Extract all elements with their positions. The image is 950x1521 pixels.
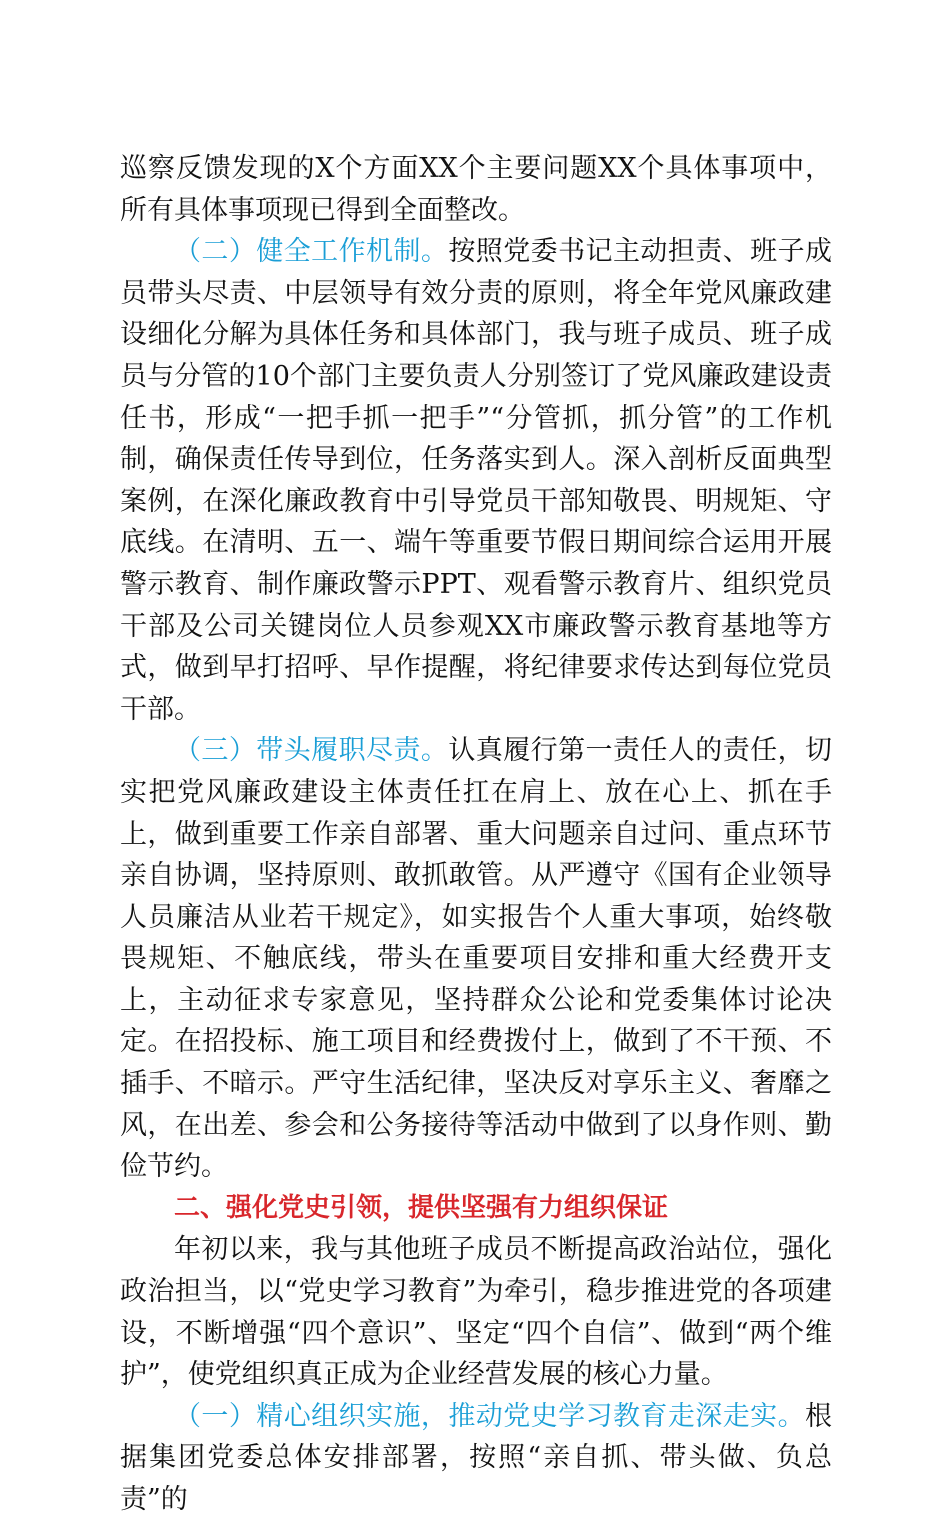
paragraph-work-mechanism: [120, 231, 832, 730]
section-heading-party-history: 二、强化党史引领，提供坚强有力组织保证: [174, 1192, 669, 1223]
subheading-lead-by-duty: （三）带头履职尽责。: [174, 735, 449, 767]
paragraph-rectification-result: [120, 148, 832, 231]
paragraph-text: 根据集团党委总体安排部署，按照“亲自抓、带头做、负总责”的: [120, 1400, 832, 1515]
paragraph-party-history-study: [120, 1396, 832, 1521]
paragraph-text: 年初以来，我与其他班子成员不断提高政治站位，强化政治担当，以“党史学习教育”为牵引，稳步推进党的各项建设，不断增强“四个意识”、坚定“四个自信”、做到“两个维护”，使党组织真正成为企业经营发展的核心力量。: [120, 1234, 832, 1391]
paragraph-lead-by-duty: [120, 730, 832, 1188]
paragraph-since-year-start: [120, 1229, 832, 1395]
subheading-party-history-study: （一）精心组织实施，推动党史学习教育走深走实。: [174, 1400, 805, 1432]
subheading-work-mechanism: （二）健全工作机制。: [174, 236, 449, 268]
paragraph-text: 按照党委书记主动担责、班子成员带头尽责、中层领导有效分责的原则，将全年党风廉政建设细化分解为具体任务和具体部门，我与班子成员、班子成员与分管的10个部门主要负责人分别签订了党风廉政建设责任书，形成“一把手抓一把手”“分管抓，抓分管”的工作机制，确保责任传导到位，任务落实到人。深入剖析反面典型案例，在深化廉政教育中引导党员干部知敬畏、明规矩、守底线。在清明、五一、端午等重要节假日期间综合运用开展警示教育、制作廉政警示PPT、观看警示教育片、组织党员干部及公司关键岗位人员参观XX市廉政警示教育基地等方式，做到早打招呼、早作提醒，将纪律要求传达到每位党员干部。: [120, 236, 833, 725]
paragraph-text: 巡察反馈发现的X个方面XX个主要问题XX个具体事项中，所有具体事项现已得到全面整改。: [120, 153, 832, 226]
paragraph-text: 认真履行第一责任人的责任，切实把党风廉政建设主体责任扛在肩上、放在心上、抓在手上，做到重要工作亲自部署、重大问题亲自过问、重点环节亲自协调，坚持原则、敢抓敢管。从严遵守《国有企业领导人员廉洁从业若干规定》，如实报告个人重大事项，始终敬畏规矩、不触底线，带头在重要项目安排和重大经费开支上，主动征求专家意见，坚持群众公论和党委集体讨论决定。在招投标、施工项目和经费拨付上，做到了不干预、不插手、不暗示。严守生活纪律，坚决反对享乐主义、奢靡之风，在出差、参会和公务接待等活动中做到了以身作则、勤俭节约。: [120, 735, 833, 1183]
document-page: [120, 148, 832, 1521]
